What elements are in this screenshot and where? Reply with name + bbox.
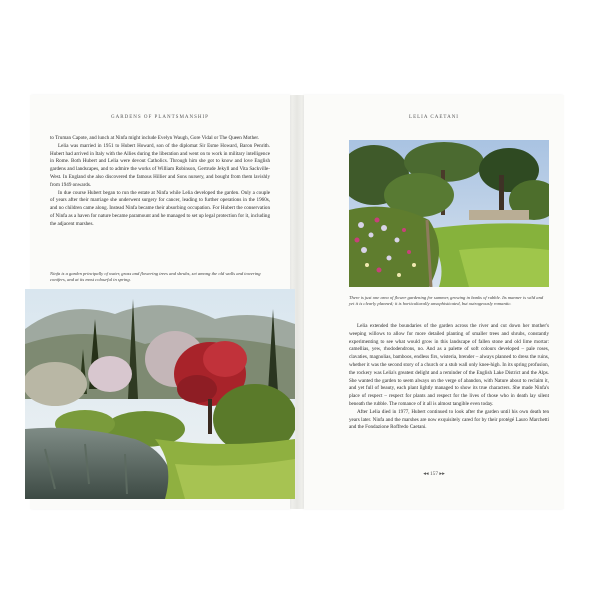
right-paragraph: After Lelia died in 1977, Hubert continued to look after the garden until his own death ten years later. Ninfa and the marshes are now exquisitely cared for by their protégé Lauro Marchetti and the Fondazione Roffredo Caetani. <box>349 408 549 431</box>
left-photo-caption: Ninfa is a garden principally of water, grass and flowering trees and shrubs, set among the old walls and towering conifers, and at its most colourful in spring. <box>50 271 261 283</box>
right-paragraph: Lelia extended the boundaries of the garden across the river and cut down her mother's weeping willows to allow for more detailed planting of smaller trees and shrubs, constantly experimenting to see what would grow in this landscape of fallen stone and old lime mortar: camellias, yew, rhododendrons, no. And as a palette of soft colours developed – pale roses, clavaties, magnolias, bamboos, endless firs, wisteria, brender – always planned to dress the ruins, whether it was the second story of a church or a stub wall only knee-high. In its spring profusion, the rockery was Lelia's greatest delight and a reminder of the English Lake District and the Alps. She wanted the garden to seem always on the verge of abandon, with Nature about to reclaim it, and yet full of beauty, each plant lightly managed to show its true characters. She made Ninfa's place of respect – respect for plants and respect for the lives of those who in death lay silent beneath the rubble. The romance of it all is almost tangible even today. <box>349 323 549 407</box>
right-page <box>304 95 564 509</box>
left-paragraph: In due course Hubert began to run the estate at Ninfa while Lelia developed the garden. Only a couple of years after their marriage she underwent surgery for cancer, leading to further operations in the 1960s, and no children came along. Instead Ninfa became their absorbing occupation. For Hubert the conservation of Ninfa as a haven for nature became paramount and he managed to set up legal protection for it, including the adjacent marshes. <box>50 189 270 227</box>
left-running-head: GARDENS OF PLANTSMANSHIP <box>111 115 209 120</box>
left-paragraph: Lelia was married in 1951 to Hubert Howard, son of the diplomat Sir Esme Howard, Baron Penrith. Hubert had arrived in Italy with the Allies during the liberation and went on to work in military intelligence in Rome. Both Hubert and Lelia were devout Catholics. Through him she got to know and love English gardens and landscapes, and to admire the works of William Robinson, Gertrude Jekyll and Vita Sackville-West. In England she also discovered the famous Hillier and Sons nursery, and bought from them lavishly from 1949 onwards. <box>50 142 270 188</box>
left-body-text <box>50 135 270 229</box>
folio-ornament-right: ▸▸ <box>438 471 445 477</box>
left-page <box>30 95 290 509</box>
page-number-text: 157 <box>429 471 439 477</box>
right-photo-caption: There is just one area of flower gardening for summer, growing in banks of rubble. Its manner is wild and yet it is clearly planned; it is horticulturally unsophisticated, but outrageously romantic. <box>349 295 544 307</box>
folio-ornament-left: ◂◂ <box>423 471 430 477</box>
page-number <box>304 471 564 477</box>
garden-water-photo <box>25 289 295 499</box>
left-paragraph: to Truman Capote, and lunch at Ninfa might include Evelyn Waugh, Gore Vidal or The Queen Mother. <box>50 135 260 141</box>
flower-garden-photo <box>349 140 549 287</box>
right-body-text <box>349 323 549 432</box>
right-running-head: LELIA CAETANI <box>409 115 459 120</box>
